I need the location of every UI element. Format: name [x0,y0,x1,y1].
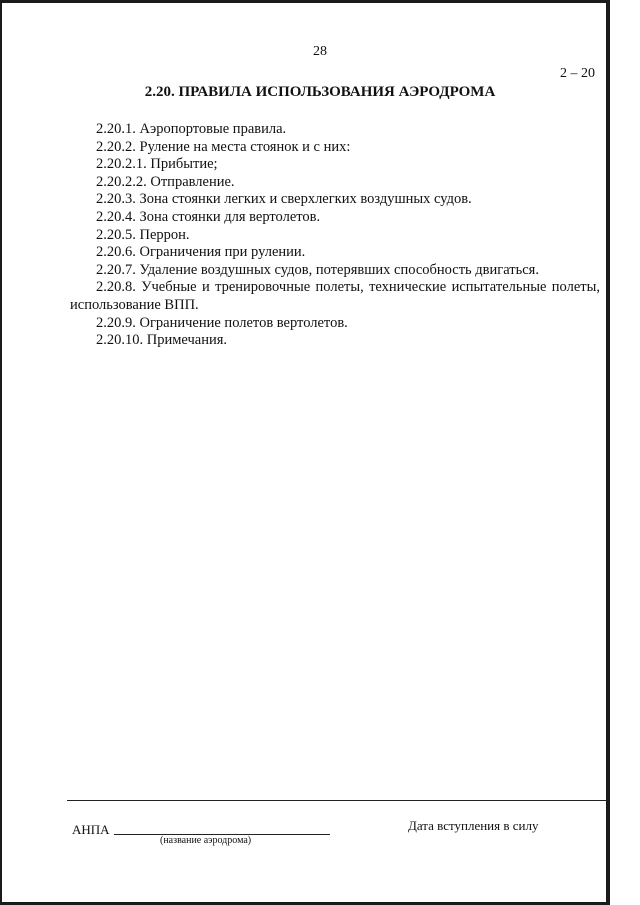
list-item: 2.20.4. Зона стоянки для вертолетов. [96,208,321,225]
list-item: 2.20.2.1. Прибытие; [96,156,218,173]
list-item: 2.20.9. Ограничение полетов вертолетов. [96,314,348,331]
list-item: 2.20.2.2. Отправление. [96,173,235,190]
list-item: 2.20.10. Примечания. [96,332,228,349]
list-item: 2.20.6. Ограничения при рулении. [96,244,306,261]
list-item: 2.20.7. Удаление воздушных судов, потерявших способность двигаться. [96,261,539,278]
page-number: 28 [313,44,327,59]
list-item: 2.20.8. Учебные и тренировочные полеты, технические испытательные полеты, использование ВПП. [70,279,600,313]
scan-edge-top [0,0,608,3]
list-item: 2.20.1. Аэропортовые правила. [96,121,287,137]
section-item-list [70,121,600,350]
list-item: 2.20.2. Руление на места стоянок и с них: [96,138,351,155]
aerodrome-name-caption: (название аэродрома) [160,835,252,846]
section-reference: 2 – 20 [560,66,595,81]
anpa-label: АНПА [72,822,110,837]
footer-divider [67,800,607,801]
list-item: 2.20.3. Зона стоянки легких и сверхлегких воздушных судов. [96,191,472,208]
effective-date-label: Дата вступления в силу [408,818,539,833]
list-item: 2.20.5. Перрон. [96,226,190,243]
section-title: 2.20. ПРАВИЛА ИСПОЛЬЗОВАНИЯ АЭРОДРОМА [144,84,496,100]
scan-edge-right [606,0,610,905]
scan-edge-left [0,0,2,905]
